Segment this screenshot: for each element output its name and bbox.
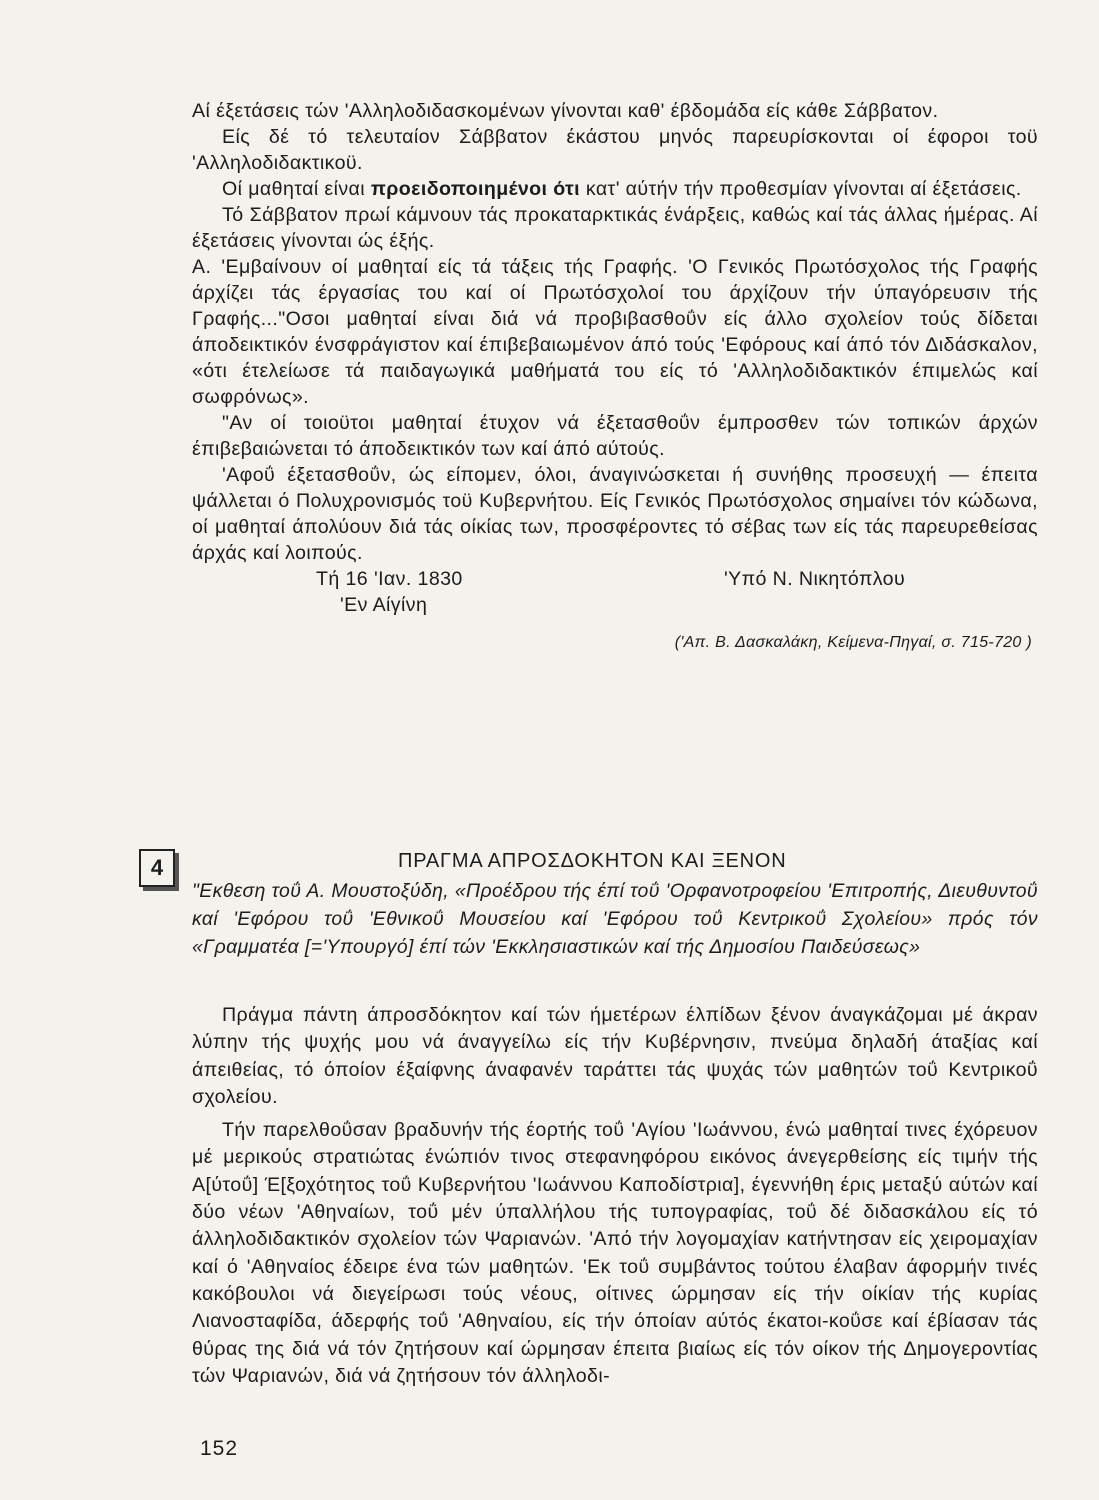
section-subtitle xyxy=(192,877,1038,961)
source-citation: ('Απ. Β. Δασκαλάκη, Κείμενα-Πηγαί, σ. 715-720 ) xyxy=(674,634,1032,651)
page-number: 152 xyxy=(200,1437,239,1460)
section-body xyxy=(192,1002,1038,1390)
paragraph-3-post: κατ' αύτήν τήν προθεσμίαν γίνονται αί έξετάσεις. xyxy=(580,178,1022,200)
paragraph-4: Τό Σάββατον πρωί κάμνουν τάς προκαταρκτικάς ένάρξεις, καθώς καί τάς άλλας ήμέρας. Αί έξετάσεις γίνονται ώς έξής. xyxy=(192,204,1038,252)
section-subtitle-text: "Εκθεση τοΰ Α. Μουστοξύδη, «Προέδρου τής έπί τοΰ 'Ορφανοτροφείου 'Επιτροπής, Διευθυντοΰ καί 'Εφόρου τοΰ 'Εθνικοΰ Μουσείου καί 'Εφόρου τοΰ Κεντρικοΰ Σχολείου» πρός τόν «Γραμματέα [='Υπουργό] έπί τών 'Εκκλησιαστικών καί τής Δημοσίου Παιδεύσεως» xyxy=(192,880,1038,958)
document-excerpt xyxy=(192,98,1038,654)
paragraph-3 xyxy=(192,176,1038,202)
section-paragraph-2: Τήν παρελθοΰσαν βραδυνήν τής έορτής τοΰ 'Αγίου 'Ιωάννου, ένώ μαθηταί τινες έχόρευον μέ μερικούς στρατιώτας ένώπιόν τινος στεφανηφόρου εικόνος άνεγερθείσης είς τιμήν τής Α[ύτοΰ] Έ[ξοχότητος τοΰ Κυβερνήτου 'Ιωάννου Καποδίστρια], έγεννήθη έρις μεταξύ αύτών καί δύο νέων 'Αθηναίων, τοΰ μέν ύπαλλήλου τής τυπογραφίας, τοΰ δέ διδασκάλου είς τό άλληλοδιδακτικόν σχολείον τών Ψαριανών. 'Από τήν λογομαχίαν κατήντησαν είς χειρομαχίαν καί ό 'Αθηναίος έδειρε ένα τών μαθητών. 'Εκ τοΰ συμβάντος τούτου έλαβαν άφορμήν τινές κακόβουλοι νά διεγείρωσι τούς νέους, οίτινες ώρμησαν είς τήν οίκίαν τής κυρίας Λιανοσταφίδα, άδερφής τοΰ 'Αθηναίου, είς τήν όποίαν αύτός έκατοι-κοΰσε καί έβίασαν τάς θύρας της διά νά τόν ζητήσουν καί ώρμησαν έπειτα βιαίως είς τόν οίκον τής Δημογεροντίας τών Ψαριανών, διά νά ζητήσουν τόν άλληλοδι- xyxy=(192,1119,1038,1387)
signature-date: Τή 16 'Ιαν. 1830 xyxy=(316,568,463,590)
section-number-badge: 4 xyxy=(139,849,175,887)
paragraph-3-pre: Οί μαθηταί είναι xyxy=(222,178,371,200)
signature-place-row xyxy=(192,592,1038,618)
paragraph-7: 'Αφοΰ έξετασθοΰν, ώς είπομεν, όλοι, άναγινώσκεται ή συνήθης προσευχή — έπειτα ψάλλεται ό Πολυχρονισμός τοϋ Κυβερνήτου. Είς Γενικός Πρωτόσχολος σημαίνει τόν κώδωνα, οί μαθηταί άπολύουν διά τάς οίκίας των, προσφέροντες τό σέβας των είς τάς παρευρεθείσας άρχάς καί λοιπούς. xyxy=(192,464,1038,564)
paragraph-6: "Αν οί τοιοϋτοι μαθηταί έτυχον νά έξετασθοΰν έμπροσθεν τών τοπικών άρχών έπιβεβαιώνεται τό άποδεικτικόν των καί άπό αύτούς. xyxy=(192,412,1038,460)
signature-author: 'Υπό Ν. Νικητόπλου xyxy=(724,568,906,590)
paragraph-5: Α. 'Εμβαίνουν οί μαθηταί είς τά τάξεις τής Γραφής. 'Ο Γενικός Πρωτόσχολος τής Γραφής άρχίζει τάς έργασίας του καί οί Πρωτόσχολοί του άρχίζουν τήν ύπαγόρευσιν τής Γραφής..."Οσοι μαθηταί είναι διά νά προβιβασθοΰν είς άλλο σχολείον τούς δίδεται άποδεικτικόν ένσφράγιστον καί έπιβεβαιωμένον άπό τούς 'Εφόρους καί άπό τόν Διδάσκαλον, «ότι έτελείωσε τά παιδαγωγικά μαθήματά του είς τό 'Αλληλοδιδακτικόν έπιμελώς καί σωφρόνως». xyxy=(192,256,1038,408)
section-title: ΠΡΑΓΜΑ ΑΠΡΟΣΔΟΚΗΤΟΝ ΚΑΙ ΞΕΝΟΝ xyxy=(398,850,787,872)
paragraph-1: Αί έξετάσεις τών 'Αλληλοδιδασκομένων γίνονται καθ' έβδομάδα είς κάθε Σάββατον. xyxy=(192,100,939,122)
signature-place: 'Εν Αίγίνη xyxy=(340,594,428,616)
section-paragraph-1: Πράγμα πάντη άπροσδόκητον καί τών ήμετέρων έλπίδων ξένον άναγκάζομαι μέ άκραν λύπην τής ψυχής μου νά άναγγείλω είς τήν Κυβέρνησιν, πνεύμα δηλαδή άταξίας καί άπειθείας, τό όποίον έξαίφνης άναφανέν ταράττει τάς ψυχάς τών μαθητών τοΰ Κεντρικοΰ σχολείου. xyxy=(192,1004,1038,1108)
signature-row xyxy=(192,566,1038,592)
paragraph-2: Είς δέ τό τελευταίον Σάββατον έκάστου μηνός παρευρίσκονται οί έφοροι τοϋ 'Αλληλοδιδακτικοϋ. xyxy=(192,126,1038,174)
bold-emphasis: προειδοποιημένοι ότι xyxy=(370,178,581,200)
